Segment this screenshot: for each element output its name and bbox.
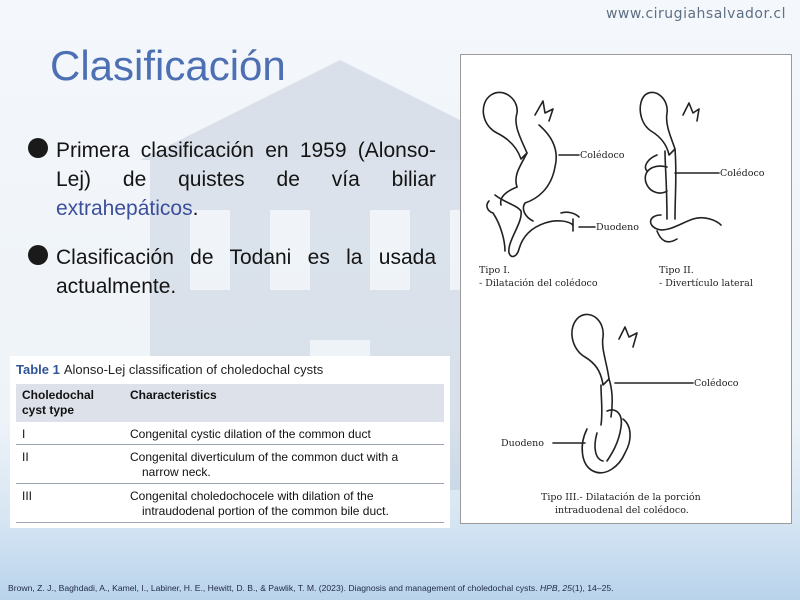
table-cell-type: II bbox=[22, 450, 29, 464]
table-cell-line-continued: narrow neck. bbox=[142, 465, 211, 479]
bullet-text-end: . bbox=[192, 197, 199, 220]
table-row bbox=[16, 422, 444, 445]
bullet-text bbox=[56, 136, 436, 223]
table-caption-label: Table 1 bbox=[16, 362, 60, 377]
tipo-1-drawing bbox=[483, 92, 579, 256]
table-cell-type: III bbox=[22, 489, 33, 503]
caption-tipo3-line1: Tipo III.- Dilatación de la porción bbox=[541, 492, 701, 503]
tipo-3-drawing bbox=[572, 314, 637, 472]
table-cell-characteristics bbox=[130, 427, 440, 442]
table-cell-type: I bbox=[22, 427, 26, 441]
label-coledoco-tipo1: Colédoco bbox=[580, 150, 625, 161]
bullet-text bbox=[56, 243, 436, 301]
label-coledoco-tipo3: Colédoco bbox=[694, 378, 739, 389]
reference-separator: , bbox=[557, 583, 563, 593]
label-coledoco-tipo2: Colédoco bbox=[720, 168, 765, 179]
table-cell-characteristics bbox=[130, 450, 440, 480]
bullet-dot-icon bbox=[28, 245, 48, 265]
caption-tipo1-desc: - Dilatación del colédoco bbox=[479, 278, 598, 289]
bullet-item bbox=[28, 243, 436, 301]
figure-drawing bbox=[461, 55, 791, 523]
slide-title: Clasificación bbox=[50, 42, 286, 89]
tipo-2-drawing bbox=[640, 92, 721, 241]
caption-tipo2-desc: - Divertículo lateral bbox=[659, 278, 753, 289]
table-header-type-text: Choledochal cyst type bbox=[22, 388, 95, 417]
reference-journal: HPB bbox=[539, 583, 558, 593]
bullet-item bbox=[28, 136, 436, 223]
bullet-highlight: extrahepáticos bbox=[56, 197, 193, 220]
alonso-lej-table bbox=[10, 356, 450, 528]
reference-pages: (1), 14–25. bbox=[571, 583, 614, 593]
bullet-text-main: Primera clasificación en 1959 (Alonso-Lej) de quistes de vía biliar bbox=[56, 139, 436, 191]
table-caption bbox=[16, 362, 323, 377]
choledochal-cyst-figure bbox=[460, 54, 792, 524]
table-row bbox=[16, 445, 444, 484]
bullet-list bbox=[28, 136, 436, 321]
table-cell-line: Congenital diverticulum of the common duct with a bbox=[130, 450, 399, 464]
table-caption-text: Alonso-Lej classification of choledochal cysts bbox=[63, 362, 324, 377]
table-cell-line-continued: intraudodenal portion of the common bile duct. bbox=[142, 504, 389, 518]
bullet-text-main: Clasificación de Todani es la usada actualmente. bbox=[56, 246, 436, 298]
bullet-dot-icon bbox=[28, 138, 48, 158]
label-duodeno-tipo1: Duodeno bbox=[596, 222, 639, 233]
caption-tipo1-title: Tipo I. bbox=[479, 265, 510, 276]
table-cell-line: Congenital choledochocele with dilation of the bbox=[130, 489, 374, 503]
reference-text: Brown, Z. J., Baghdadi, A., Kamel, I., Labiner, H. E., Hewitt, D. B., & Pawlik, T. M. (2023). Diagnosis and management of choledochal cysts. bbox=[8, 583, 540, 593]
label-duodeno-tipo3: Duodeno bbox=[501, 438, 544, 449]
caption-tipo2-title: Tipo II. bbox=[659, 265, 694, 276]
site-url: www.cirugiahsalvador.cl bbox=[605, 6, 786, 22]
table-cell-characteristics bbox=[130, 489, 440, 519]
table-header-characteristics: Characteristics bbox=[130, 388, 217, 402]
table-cell-line: Congenital cystic dilation of the common duct bbox=[130, 427, 371, 441]
table-header-row bbox=[16, 384, 444, 422]
table-row bbox=[16, 484, 444, 523]
table-header-type bbox=[22, 388, 106, 418]
caption-tipo3-line2: intraduodenal del colédoco. bbox=[555, 505, 689, 516]
reference-citation bbox=[8, 583, 614, 593]
reference-volume: 25 bbox=[562, 583, 572, 593]
